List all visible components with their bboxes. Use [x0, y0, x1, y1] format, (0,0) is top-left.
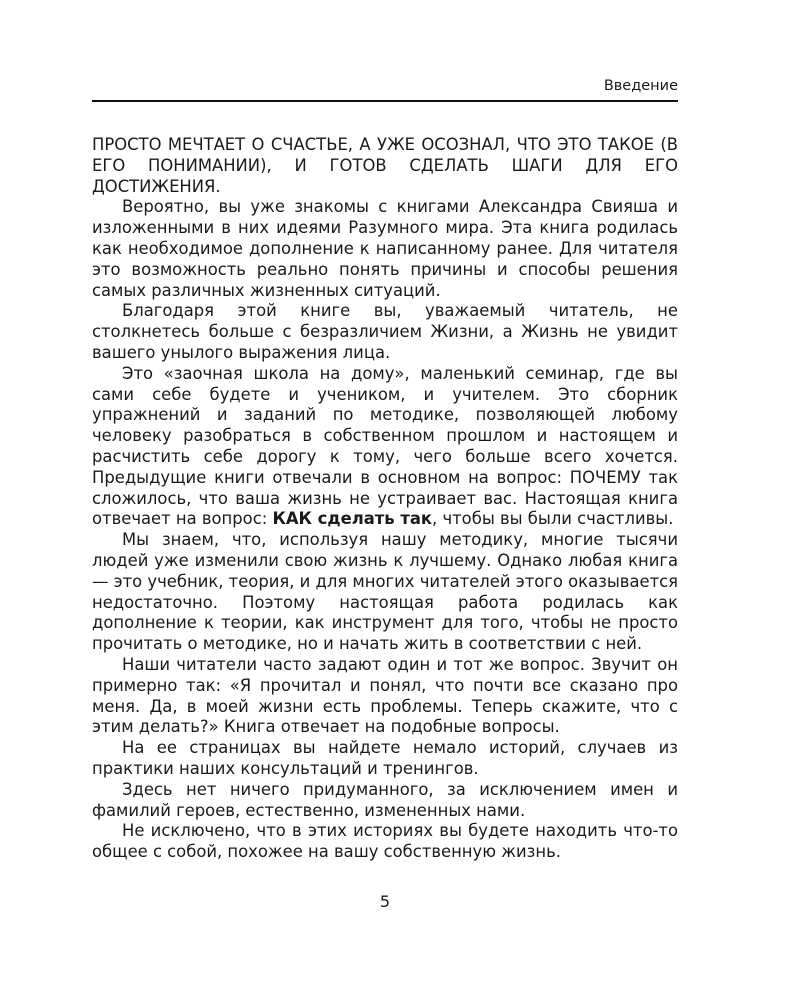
- main-text: [92, 135, 678, 863]
- page-number: 5: [379, 892, 391, 911]
- paragraph: [92, 364, 678, 530]
- paragraph: Благодаря этой книге вы, уважаемый читатель, не столкнетесь больше с безразличием Жизни, а Жизнь не увидит вашего унылого выражения лица.: [92, 301, 678, 362]
- paragraph-text: , чтобы вы были счастливы.: [432, 509, 674, 529]
- paragraph: Вероятно, вы уже знакомы с книгами Александра Свияша и изложенными в них идеями Разумного мира. Эта книга родилась как необходимое дополнение к написанному ранее. Для читателя это возможность реально понять причины и способы решения самых различных жизненных ситуаций.: [92, 197, 678, 300]
- paragraph: На ее страницах вы найдете немало историй, случаев из практики наших консультаций и тренингов.: [92, 738, 678, 778]
- header-rule: [92, 100, 678, 102]
- paragraph: Наши читатели часто задают один и тот же вопрос. Звучит он примерно так: «Я прочитал и понял, что почти все сказано про меня. Да, в моей жизни есть проблемы. Теперь скажите, что с этим делать?» Книга отвечает на подобные вопросы.: [92, 654, 678, 737]
- paragraph-text: Это «заочная школа на дому», маленький семинар, где вы сами себе будете и учеником, и учителем. Это сборник упражнений и заданий по методике, позволяющей любому человеку разобраться в собственном прошлом и настоящем и расчистить себе дорогу к тому, чего больше всего хочется. Предыдущие книги отвечали в основном на вопрос: ПОЧЕМУ так сложилось, что ваша жизнь не устраивает вас. Настоящая книга отвечает на вопрос:: [92, 363, 678, 529]
- running-title: Введение: [603, 78, 678, 94]
- paragraph: Мы знаем, что, используя нашу методику, многие тысячи людей уже изменили свою жизнь к лучшему. Однако любая книга — это учебник, теория, и для многих читателей этого оказывается недостаточно. Поэтому настоящая работа родилась как дополнение к теории, как инструмент для того, чтобы не просто прочитать о методике, но и начать жить в соответствии с ней.: [92, 530, 678, 654]
- paragraph: Не исключено, что в этих историях вы будете находить что-то общее с собой, похожее на вашу собственную жизнь.: [92, 821, 678, 862]
- paragraph: Здесь нет ничего придуманного, за исключением имен и фамилий героев, естественно, измененных нами.: [92, 779, 678, 820]
- bold-phrase: КАК сделать так: [272, 509, 433, 529]
- paragraph: ПРОСТО МЕЧТАЕТ О СЧАСТЬЕ, А УЖЕ ОСОЗНАЛ, ЧТО ЭТО ТАКОЕ (В ЕГО ПОНИМАНИИ), И ГОТОВ СДЕЛАТЬ ШАГИ ДЛЯ ЕГО ДОСТИЖЕНИЯ.: [92, 135, 678, 196]
